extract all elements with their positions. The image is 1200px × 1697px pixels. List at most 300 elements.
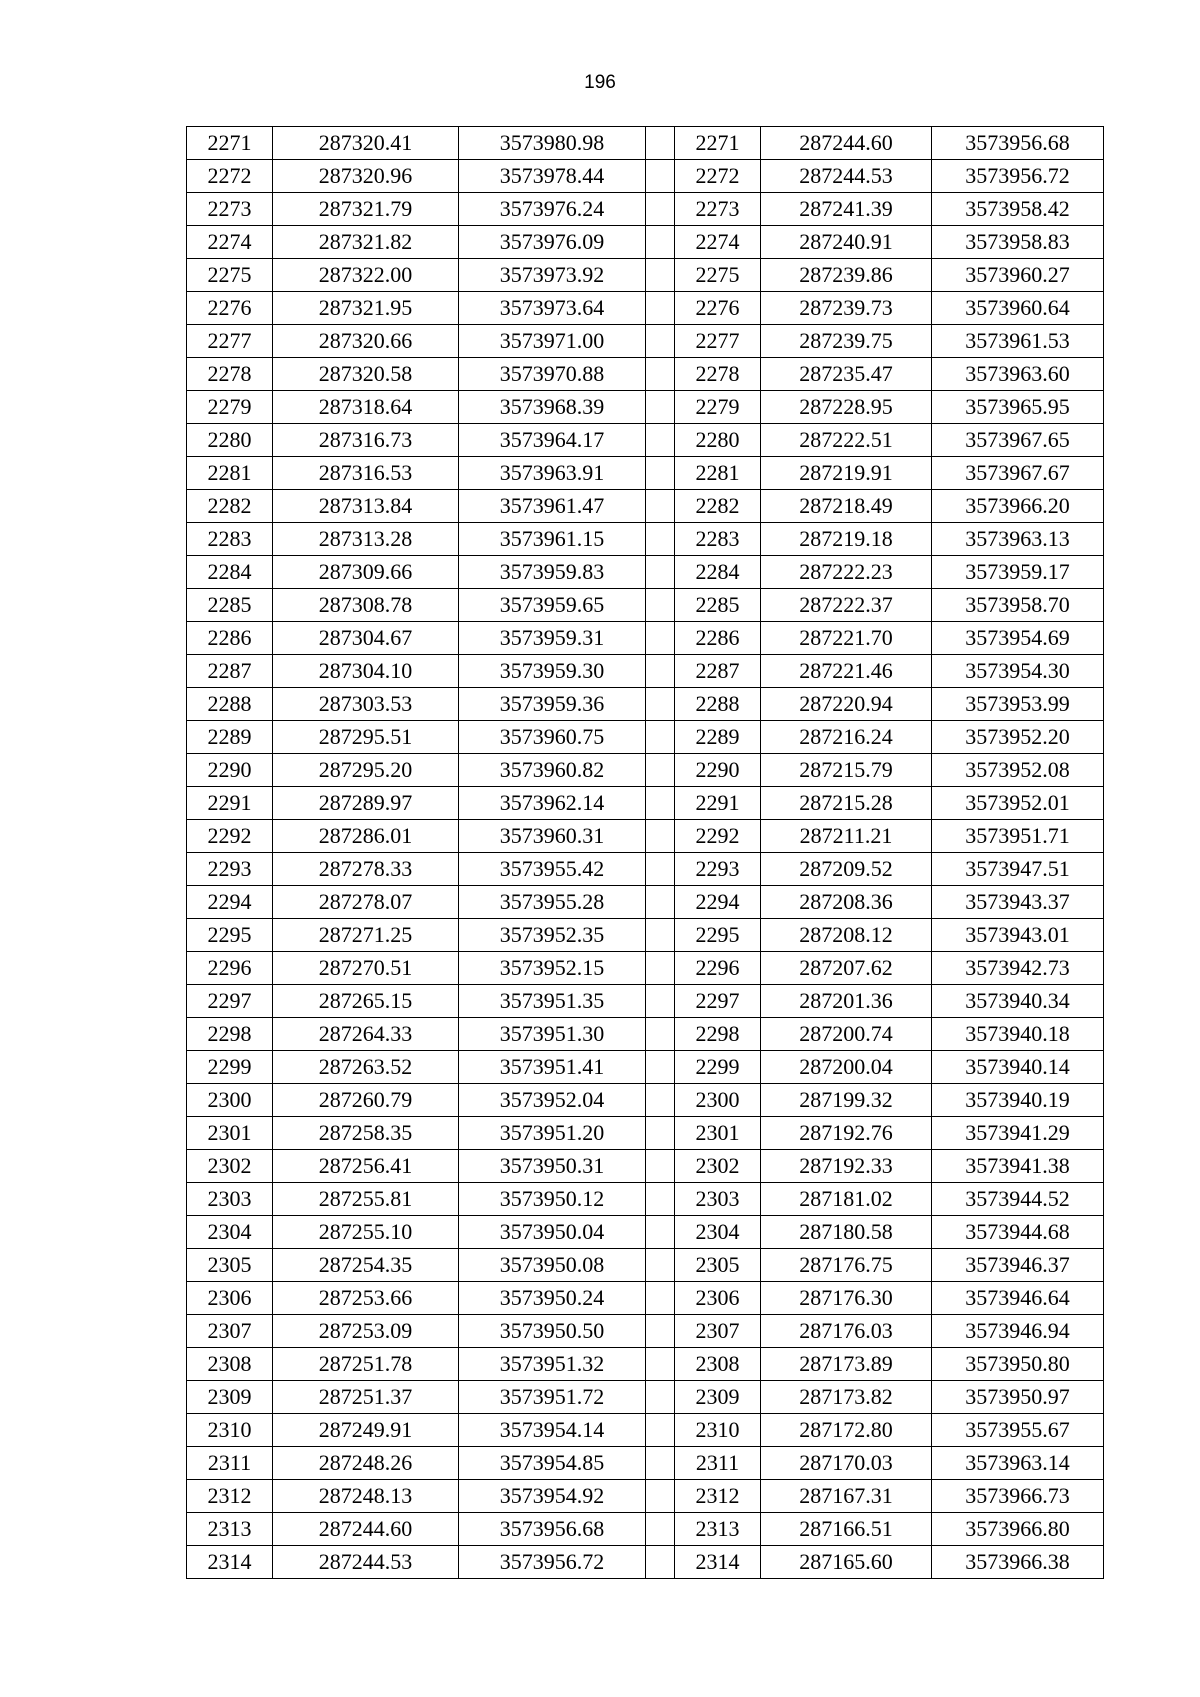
point-number-right: 2280 [675,424,761,457]
table-row [187,391,1104,424]
point-number-right: 2287 [675,655,761,688]
y-coordinate-left: 3573961.15 [459,523,646,556]
table-row [187,1117,1104,1150]
x-coordinate-right: 287192.76 [761,1117,932,1150]
x-coordinate-left: 287313.28 [273,523,459,556]
point-number-left: 2297 [187,985,273,1018]
x-coordinate-left: 287278.07 [273,886,459,919]
x-coordinate-left: 287321.82 [273,226,459,259]
point-number-right: 2272 [675,160,761,193]
y-coordinate-right: 3573941.38 [932,1150,1104,1183]
separator-cell [646,457,675,490]
table-row [187,226,1104,259]
x-coordinate-right: 287173.82 [761,1381,932,1414]
x-coordinate-left: 287248.26 [273,1447,459,1480]
point-number-left: 2299 [187,1051,273,1084]
y-coordinate-left: 3573950.24 [459,1282,646,1315]
point-number-right: 2294 [675,886,761,919]
point-number-left: 2304 [187,1216,273,1249]
y-coordinate-left: 3573960.31 [459,820,646,853]
x-coordinate-right: 287221.46 [761,655,932,688]
point-number-right: 2301 [675,1117,761,1150]
x-coordinate-left: 287265.15 [273,985,459,1018]
point-number-left: 2307 [187,1315,273,1348]
table-row [187,820,1104,853]
x-coordinate-left: 287320.96 [273,160,459,193]
y-coordinate-left: 3573980.98 [459,127,646,160]
x-coordinate-left: 287321.95 [273,292,459,325]
x-coordinate-left: 287253.66 [273,1282,459,1315]
y-coordinate-right: 3573940.18 [932,1018,1104,1051]
table-row [187,622,1104,655]
point-number-left: 2303 [187,1183,273,1216]
x-coordinate-left: 287253.09 [273,1315,459,1348]
y-coordinate-right: 3573960.64 [932,292,1104,325]
table-row [187,589,1104,622]
separator-cell [646,1150,675,1183]
y-coordinate-left: 3573954.14 [459,1414,646,1447]
separator-cell [646,1381,675,1414]
coordinates-table [186,126,1104,1579]
y-coordinate-left: 3573978.44 [459,160,646,193]
y-coordinate-left: 3573968.39 [459,391,646,424]
x-coordinate-right: 287239.86 [761,259,932,292]
y-coordinate-right: 3573950.80 [932,1348,1104,1381]
x-coordinate-right: 287181.02 [761,1183,932,1216]
point-number-left: 2272 [187,160,273,193]
y-coordinate-right: 3573946.94 [932,1315,1104,1348]
x-coordinate-left: 287313.84 [273,490,459,523]
separator-cell [646,721,675,754]
y-coordinate-right: 3573966.38 [932,1546,1104,1579]
separator-cell [646,292,675,325]
separator-cell [646,358,675,391]
x-coordinate-left: 287255.81 [273,1183,459,1216]
table-row [187,985,1104,1018]
point-number-left: 2302 [187,1150,273,1183]
table-row [187,1480,1104,1513]
y-coordinate-left: 3573950.31 [459,1150,646,1183]
x-coordinate-right: 287200.74 [761,1018,932,1051]
separator-cell [646,226,675,259]
point-number-left: 2284 [187,556,273,589]
y-coordinate-right: 3573946.64 [932,1282,1104,1315]
point-number-right: 2281 [675,457,761,490]
table-row [187,292,1104,325]
point-number-left: 2308 [187,1348,273,1381]
table-row [187,490,1104,523]
point-number-left: 2311 [187,1447,273,1480]
table-row [187,1315,1104,1348]
table-row [187,1546,1104,1579]
x-coordinate-right: 287215.28 [761,787,932,820]
x-coordinate-left: 287321.79 [273,193,459,226]
y-coordinate-left: 3573973.64 [459,292,646,325]
point-number-left: 2281 [187,457,273,490]
table-row [187,556,1104,589]
y-coordinate-right: 3573954.30 [932,655,1104,688]
separator-cell [646,1414,675,1447]
x-coordinate-left: 287318.64 [273,391,459,424]
x-coordinate-right: 287166.51 [761,1513,932,1546]
separator-cell [646,886,675,919]
y-coordinate-right: 3573959.17 [932,556,1104,589]
x-coordinate-right: 287239.73 [761,292,932,325]
table-row [187,358,1104,391]
x-coordinate-left: 287249.91 [273,1414,459,1447]
point-number-left: 2300 [187,1084,273,1117]
point-number-left: 2282 [187,490,273,523]
y-coordinate-right: 3573955.67 [932,1414,1104,1447]
table-row [187,952,1104,985]
point-number-right: 2284 [675,556,761,589]
point-number-left: 2305 [187,1249,273,1282]
point-number-left: 2285 [187,589,273,622]
y-coordinate-left: 3573952.15 [459,952,646,985]
x-coordinate-right: 287239.75 [761,325,932,358]
y-coordinate-left: 3573955.28 [459,886,646,919]
point-number-right: 2306 [675,1282,761,1315]
x-coordinate-left: 287304.10 [273,655,459,688]
y-coordinate-right: 3573944.52 [932,1183,1104,1216]
table-row [187,688,1104,721]
table-row [187,919,1104,952]
x-coordinate-left: 287316.73 [273,424,459,457]
point-number-left: 2280 [187,424,273,457]
separator-cell [646,259,675,292]
y-coordinate-right: 3573940.14 [932,1051,1104,1084]
y-coordinate-left: 3573956.72 [459,1546,646,1579]
y-coordinate-right: 3573952.20 [932,721,1104,754]
point-number-left: 2273 [187,193,273,226]
point-number-left: 2288 [187,688,273,721]
x-coordinate-right: 287219.91 [761,457,932,490]
point-number-left: 2274 [187,226,273,259]
x-coordinate-left: 287244.60 [273,1513,459,1546]
x-coordinate-right: 287165.60 [761,1546,932,1579]
point-number-right: 2279 [675,391,761,424]
separator-cell [646,820,675,853]
separator-cell [646,1183,675,1216]
separator-cell [646,1282,675,1315]
y-coordinate-right: 3573956.72 [932,160,1104,193]
point-number-right: 2312 [675,1480,761,1513]
y-coordinate-right: 3573954.69 [932,622,1104,655]
x-coordinate-left: 287303.53 [273,688,459,721]
table-row [187,886,1104,919]
y-coordinate-right: 3573963.13 [932,523,1104,556]
x-coordinate-right: 287172.80 [761,1414,932,1447]
y-coordinate-left: 3573960.82 [459,754,646,787]
coordinates-table-body [187,127,1104,1579]
point-number-left: 2279 [187,391,273,424]
point-number-right: 2299 [675,1051,761,1084]
y-coordinate-left: 3573961.47 [459,490,646,523]
table-row [187,655,1104,688]
point-number-right: 2278 [675,358,761,391]
y-coordinate-left: 3573959.65 [459,589,646,622]
point-number-left: 2312 [187,1480,273,1513]
point-number-right: 2293 [675,853,761,886]
x-coordinate-left: 287251.37 [273,1381,459,1414]
x-coordinate-right: 287201.36 [761,985,932,1018]
point-number-left: 2286 [187,622,273,655]
x-coordinate-right: 287222.51 [761,424,932,457]
table-row [187,259,1104,292]
x-coordinate-right: 287240.91 [761,226,932,259]
x-coordinate-left: 287295.20 [273,754,459,787]
table-row [187,1216,1104,1249]
point-number-left: 2275 [187,259,273,292]
y-coordinate-right: 3573951.71 [932,820,1104,853]
y-coordinate-right: 3573958.83 [932,226,1104,259]
y-coordinate-left: 3573964.17 [459,424,646,457]
separator-cell [646,1480,675,1513]
x-coordinate-right: 287199.32 [761,1084,932,1117]
x-coordinate-left: 287244.53 [273,1546,459,1579]
table-row [187,1018,1104,1051]
x-coordinate-right: 287222.23 [761,556,932,589]
y-coordinate-left: 3573951.72 [459,1381,646,1414]
point-number-right: 2275 [675,259,761,292]
x-coordinate-right: 287167.31 [761,1480,932,1513]
x-coordinate-left: 287316.53 [273,457,459,490]
y-coordinate-left: 3573962.14 [459,787,646,820]
point-number-right: 2304 [675,1216,761,1249]
y-coordinate-left: 3573970.88 [459,358,646,391]
point-number-left: 2291 [187,787,273,820]
y-coordinate-left: 3573952.35 [459,919,646,952]
point-number-right: 2274 [675,226,761,259]
point-number-left: 2283 [187,523,273,556]
y-coordinate-right: 3573943.37 [932,886,1104,919]
y-coordinate-left: 3573976.24 [459,193,646,226]
y-coordinate-right: 3573950.97 [932,1381,1104,1414]
point-number-right: 2303 [675,1183,761,1216]
point-number-left: 2293 [187,853,273,886]
separator-cell [646,1117,675,1150]
x-coordinate-left: 287248.13 [273,1480,459,1513]
y-coordinate-right: 3573953.99 [932,688,1104,721]
y-coordinate-right: 3573963.60 [932,358,1104,391]
y-coordinate-left: 3573950.50 [459,1315,646,1348]
point-number-left: 2296 [187,952,273,985]
point-number-left: 2313 [187,1513,273,1546]
y-coordinate-right: 3573952.01 [932,787,1104,820]
point-number-right: 2271 [675,127,761,160]
x-coordinate-left: 287256.41 [273,1150,459,1183]
table-row [187,523,1104,556]
separator-cell [646,952,675,985]
point-number-right: 2286 [675,622,761,655]
x-coordinate-left: 287254.35 [273,1249,459,1282]
table-row [187,325,1104,358]
point-number-left: 2290 [187,754,273,787]
point-number-right: 2288 [675,688,761,721]
y-coordinate-right: 3573947.51 [932,853,1104,886]
y-coordinate-left: 3573976.09 [459,226,646,259]
point-number-right: 2282 [675,490,761,523]
y-coordinate-right: 3573958.42 [932,193,1104,226]
table-row [187,457,1104,490]
separator-cell [646,655,675,688]
y-coordinate-right: 3573956.68 [932,127,1104,160]
point-number-left: 2277 [187,325,273,358]
y-coordinate-left: 3573954.85 [459,1447,646,1480]
x-coordinate-left: 287309.66 [273,556,459,589]
y-coordinate-left: 3573956.68 [459,1513,646,1546]
point-number-left: 2295 [187,919,273,952]
separator-cell [646,1513,675,1546]
point-number-right: 2283 [675,523,761,556]
x-coordinate-right: 287220.94 [761,688,932,721]
table-row [187,754,1104,787]
y-coordinate-right: 3573967.67 [932,457,1104,490]
y-coordinate-right: 3573940.19 [932,1084,1104,1117]
x-coordinate-left: 287304.67 [273,622,459,655]
point-number-right: 2310 [675,1414,761,1447]
y-coordinate-left: 3573959.30 [459,655,646,688]
point-number-left: 2289 [187,721,273,754]
y-coordinate-left: 3573959.31 [459,622,646,655]
point-number-right: 2300 [675,1084,761,1117]
point-number-right: 2292 [675,820,761,853]
separator-cell [646,556,675,589]
y-coordinate-left: 3573973.92 [459,259,646,292]
y-coordinate-left: 3573959.36 [459,688,646,721]
x-coordinate-left: 287278.33 [273,853,459,886]
x-coordinate-right: 287241.39 [761,193,932,226]
table-row [187,721,1104,754]
point-number-right: 2289 [675,721,761,754]
separator-cell [646,1249,675,1282]
y-coordinate-left: 3573959.83 [459,556,646,589]
point-number-left: 2310 [187,1414,273,1447]
separator-cell [646,391,675,424]
x-coordinate-right: 287219.18 [761,523,932,556]
separator-cell [646,1348,675,1381]
point-number-right: 2285 [675,589,761,622]
separator-cell [646,919,675,952]
table-row [187,1513,1104,1546]
x-coordinate-right: 287176.30 [761,1282,932,1315]
x-coordinate-right: 287208.36 [761,886,932,919]
separator-cell [646,688,675,721]
y-coordinate-right: 3573943.01 [932,919,1104,952]
x-coordinate-left: 287270.51 [273,952,459,985]
point-number-right: 2302 [675,1150,761,1183]
x-coordinate-left: 287255.10 [273,1216,459,1249]
x-coordinate-right: 287211.21 [761,820,932,853]
x-coordinate-left: 287289.97 [273,787,459,820]
table-row [187,1249,1104,1282]
separator-cell [646,160,675,193]
point-number-left: 2301 [187,1117,273,1150]
table-row [187,193,1104,226]
x-coordinate-left: 287322.00 [273,259,459,292]
table-row [187,1447,1104,1480]
table-row [187,424,1104,457]
x-coordinate-left: 287260.79 [273,1084,459,1117]
y-coordinate-right: 3573960.27 [932,259,1104,292]
y-coordinate-left: 3573971.00 [459,325,646,358]
separator-cell [646,985,675,1018]
y-coordinate-right: 3573942.73 [932,952,1104,985]
x-coordinate-right: 287170.03 [761,1447,932,1480]
separator-cell [646,853,675,886]
point-number-left: 2294 [187,886,273,919]
x-coordinate-left: 287271.25 [273,919,459,952]
point-number-right: 2297 [675,985,761,1018]
y-coordinate-left: 3573950.04 [459,1216,646,1249]
point-number-right: 2276 [675,292,761,325]
point-number-left: 2309 [187,1381,273,1414]
table-row [187,160,1104,193]
y-coordinate-right: 3573940.34 [932,985,1104,1018]
table-row [187,787,1104,820]
y-coordinate-right: 3573965.95 [932,391,1104,424]
point-number-right: 2296 [675,952,761,985]
point-number-right: 2308 [675,1348,761,1381]
x-coordinate-left: 287320.41 [273,127,459,160]
point-number-left: 2298 [187,1018,273,1051]
y-coordinate-right: 3573944.68 [932,1216,1104,1249]
point-number-right: 2305 [675,1249,761,1282]
separator-cell [646,325,675,358]
x-coordinate-right: 287215.79 [761,754,932,787]
x-coordinate-right: 287221.70 [761,622,932,655]
x-coordinate-right: 287216.24 [761,721,932,754]
table-row [187,1084,1104,1117]
point-number-right: 2314 [675,1546,761,1579]
table-row [187,1348,1104,1381]
x-coordinate-right: 287173.89 [761,1348,932,1381]
separator-cell [646,754,675,787]
x-coordinate-right: 287176.75 [761,1249,932,1282]
point-number-left: 2306 [187,1282,273,1315]
y-coordinate-right: 3573963.14 [932,1447,1104,1480]
separator-cell [646,424,675,457]
separator-cell [646,787,675,820]
y-coordinate-right: 3573961.53 [932,325,1104,358]
y-coordinate-left: 3573954.92 [459,1480,646,1513]
separator-cell [646,490,675,523]
page-number: 196 [584,72,616,93]
point-number-right: 2313 [675,1513,761,1546]
table-row [187,1414,1104,1447]
point-number-right: 2291 [675,787,761,820]
point-number-right: 2298 [675,1018,761,1051]
point-number-right: 2309 [675,1381,761,1414]
point-number-right: 2277 [675,325,761,358]
separator-cell [646,1216,675,1249]
y-coordinate-left: 3573955.42 [459,853,646,886]
y-coordinate-left: 3573951.32 [459,1348,646,1381]
x-coordinate-left: 287295.51 [273,721,459,754]
y-coordinate-left: 3573950.08 [459,1249,646,1282]
x-coordinate-right: 287228.95 [761,391,932,424]
point-number-right: 2295 [675,919,761,952]
separator-cell [646,523,675,556]
y-coordinate-right: 3573967.65 [932,424,1104,457]
table-row [187,1183,1104,1216]
table-row [187,853,1104,886]
separator-cell [646,1447,675,1480]
separator-cell [646,589,675,622]
separator-cell [646,1084,675,1117]
x-coordinate-right: 287222.37 [761,589,932,622]
y-coordinate-right: 3573966.20 [932,490,1104,523]
